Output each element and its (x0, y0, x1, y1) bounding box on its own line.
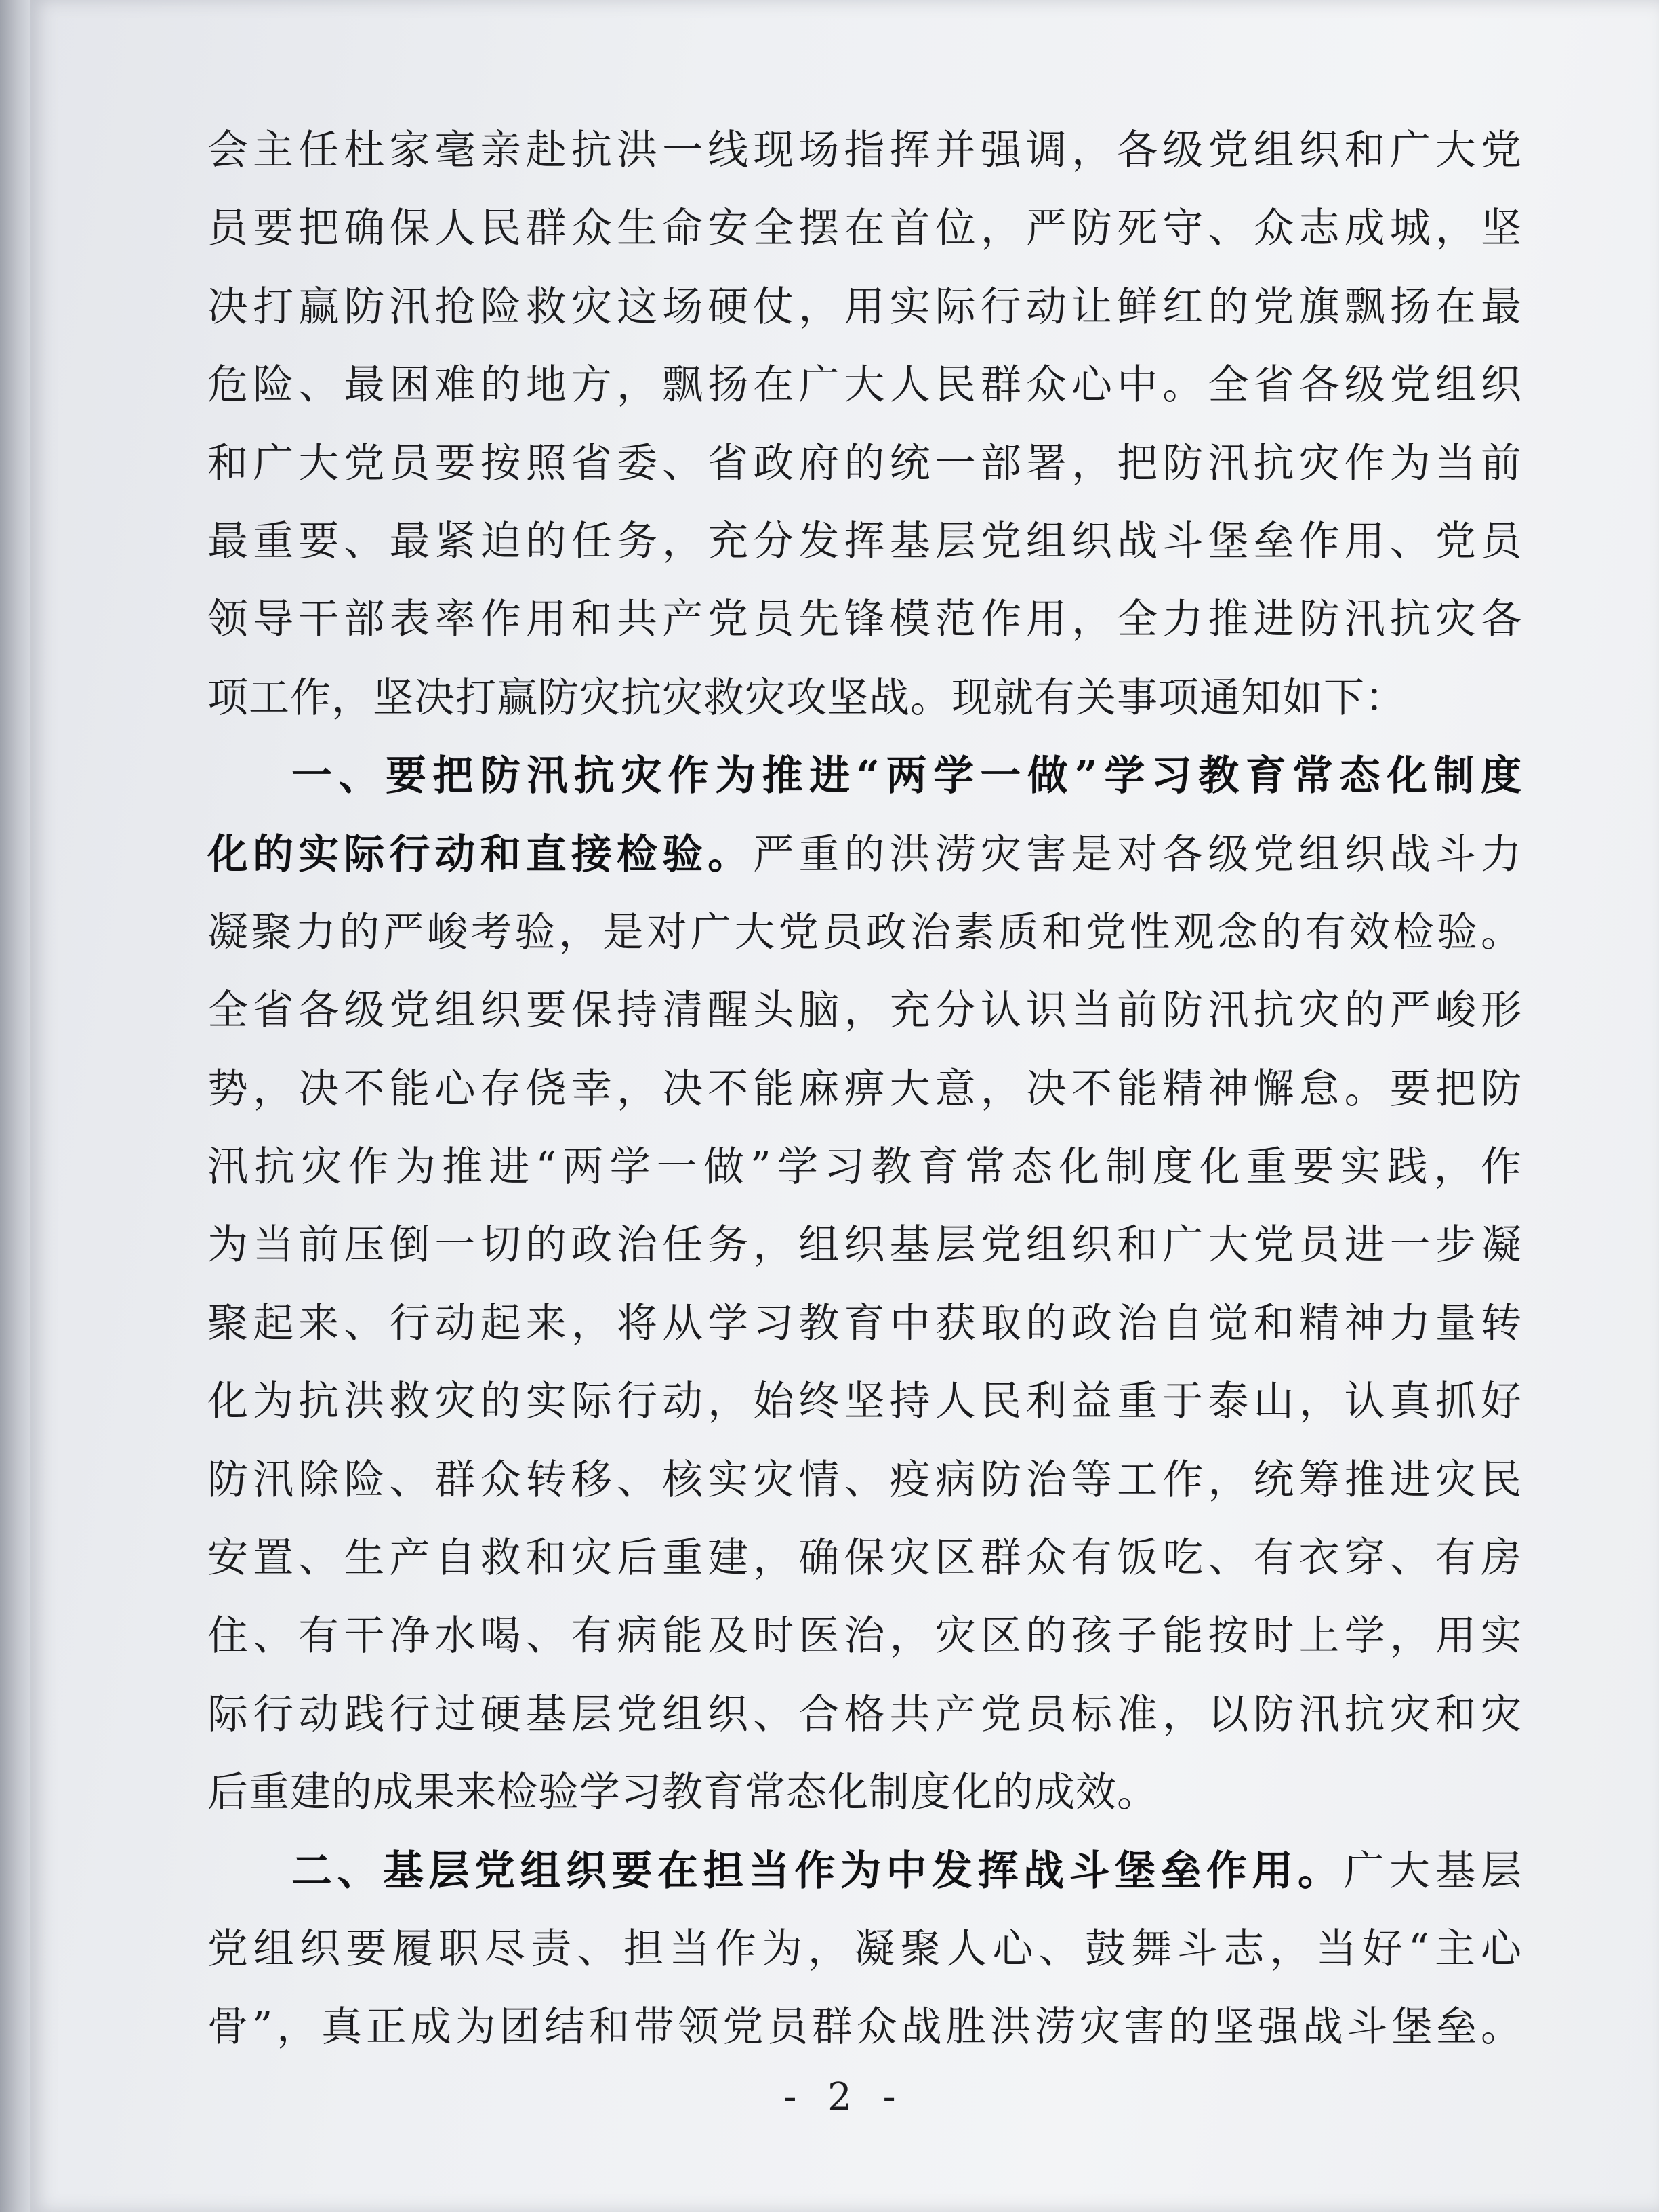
section-heading: 化的实际行动和直接检验。 (207, 830, 754, 878)
line-text: 骨”，真正成为团结和带领党员群众战胜洪涝灾害的坚强战斗堡垒。 (207, 2003, 1522, 2051)
text-line (207, 1754, 1522, 1832)
text-line (207, 112, 1522, 190)
line-text: 员要把确保人民群众生命安全摆在首位，严防死守、众志成城，坚 (207, 205, 1522, 253)
line-text: 领导干部表率作用和共产党员先锋模范作用，全力推进防汛抗灾各 (207, 596, 1522, 644)
line-text: 聚起来、行动起来，将从学习教育中获取的政治自觉和精神力量转 (207, 1299, 1522, 1347)
line-text: 危险、最困难的地方，飘扬在广大人民群众心中。全省各级党组织 (207, 361, 1522, 409)
line-text: 化为抗洪救灾的实际行动，始终坚持人民利益重于泰山，认真抓好 (207, 1378, 1522, 1426)
line-text: 势，决不能心存侥幸，决不能麻痹大意，决不能精神懈怠。要把防 (207, 1065, 1522, 1113)
text-line (207, 816, 1522, 894)
line-text: 和广大党员要按照省委、省政府的统一部署，把防汛抗灾作为当前 (207, 439, 1522, 487)
section-heading-line (207, 1832, 1522, 1910)
line-text: 汛抗灾作为推进“两学一做”学习教育常态化制度化重要实践，作 (207, 1143, 1522, 1191)
line-text: 住、有干净水喝、有病能及时医治，灾区的孩子能按时上学，用实 (207, 1612, 1522, 1660)
line-text: 严重的洪涝灾害是对各级党组织战斗力 (753, 830, 1522, 878)
page-number: - 2 - (783, 2075, 905, 2119)
text-line (207, 1988, 1522, 2066)
text-line (207, 1363, 1522, 1441)
text-line (207, 1285, 1522, 1363)
text-line (207, 190, 1522, 268)
line-text: 党组织要履职尽责、担当作为，凝聚人心、鼓舞斗志，当好“主心 (207, 1925, 1522, 1973)
line-text: 防汛除险、群众转移、核实灾情、疫病防治等工作，统筹推进灾民 (207, 1456, 1522, 1504)
text-line (207, 268, 1522, 346)
line-text: 决打赢防汛抢险救灾这场硬仗，用实际行动让鲜红的党旗飘扬在最 (207, 283, 1522, 331)
text-line (207, 1206, 1522, 1284)
text-line (207, 503, 1522, 581)
text-line (207, 1441, 1522, 1519)
text-line (207, 1910, 1522, 1988)
text-line (207, 1519, 1522, 1597)
line-text: 安置、生产自救和灾后重建，确保灾区群众有饭吃、有衣穿、有房 (207, 1534, 1522, 1582)
section-heading: 二、基层党组织要在担当作为中发挥战斗堡垒作用。 (291, 1847, 1344, 1895)
text-line (207, 1128, 1522, 1206)
line-text: 全省各级党组织要保持清醒头脑，充分认识当前防汛抗灾的严峻形 (207, 987, 1522, 1035)
section-heading-line (207, 737, 1522, 815)
line-text: 广大基层 (1343, 1847, 1522, 1895)
line-text: 后重建的成果来检验学习教育常态化制度化的成效。 (207, 1769, 1158, 1817)
body-text (207, 112, 1522, 2067)
text-line (207, 346, 1522, 424)
desk-background (0, 0, 30, 2212)
text-line (207, 972, 1522, 1050)
text-line (207, 1050, 1522, 1128)
line-text: 项工作，坚决打赢防灾抗灾救灾攻坚战。现就有关事项通知如下： (207, 674, 1406, 722)
line-text: 际行动践行过硬基层党组织、合格共产党员标准，以防汛抗灾和灾 (207, 1690, 1522, 1738)
line-text: 会主任杜家毫亲赴抗洪一线现场指挥并强调，各级党组织和广大党 (207, 127, 1522, 174)
text-line (207, 1676, 1522, 1754)
text-line (207, 581, 1522, 659)
text-line (207, 659, 1522, 737)
line-text: 凝聚力的严峻考验，是对广大党员政治素质和党性观念的有效检验。 (207, 908, 1522, 956)
section-heading: 一、要把防汛抗灾作为推进“两学一做”学习教育常态化制度 (291, 752, 1522, 800)
line-text: 为当前压倒一切的政治任务，组织基层党组织和广大党员进一步凝 (207, 1221, 1522, 1269)
text-line (207, 425, 1522, 503)
text-line (207, 894, 1522, 972)
document-page (30, 0, 1659, 2212)
text-line (207, 1597, 1522, 1675)
line-text: 最重要、最紧迫的任务，充分发挥基层党组织战斗堡垒作用、党员 (207, 517, 1522, 565)
